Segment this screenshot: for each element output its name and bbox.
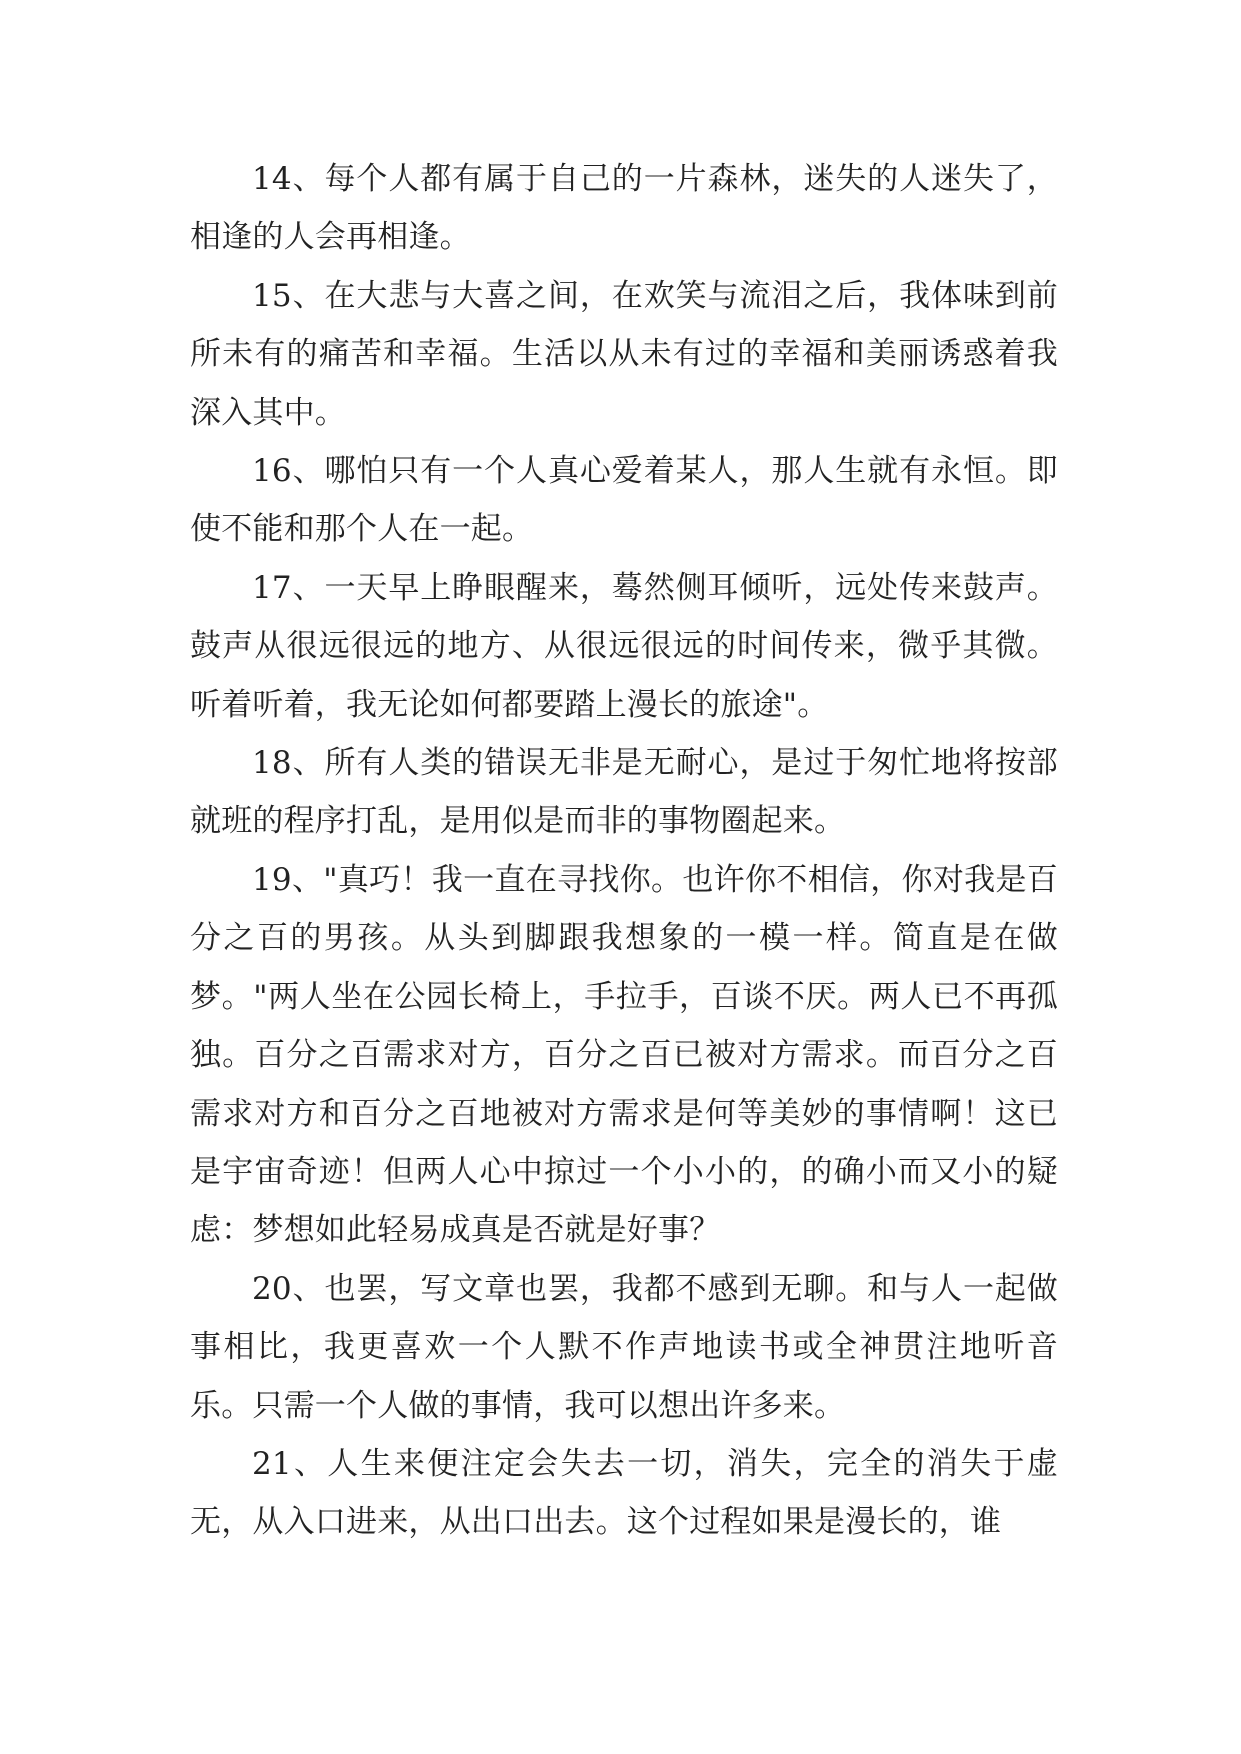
paragraph-21: 21、人生来便注定会失去一切，消失，完全的消失于虚无，从入口进来，从出口出去。这个过程如果是漫长的，谁	[190, 1445, 1058, 1541]
paragraph-15: 15、在大悲与大喜之间，在欢笑与流泪之后，我体味到前所未有的痛苦和幸福。生活以从未有过的幸福和美丽诱惑着我深入其中。	[190, 277, 1058, 431]
paragraph-14: 14、每个人都有属于自己的一片森林，迷失的人迷失了，相逢的人会再相逢。	[190, 161, 1058, 256]
paragraph-18: 18、所有人类的错误无非是无耐心，是过于匆忙地将按部就班的程序打乱，是用似是而非的事物圈起来。	[190, 745, 1058, 840]
paragraph-16: 16、哪怕只有一个人真心爱着某人，那人生就有永恒。即使不能和那个人在一起。	[190, 453, 1058, 548]
paragraph-19: 19、"真巧！我一直在寻找你。也许你不相信，你对我是百分之百的男孩。从头到脚跟我想象的一模一样。简直是在做梦。"两人坐在公园长椅上，手拉手，百谈不厌。两人已不再孤独。百分之百需求对方，百分之百已被对方需求。而百分之百需求对方和百分之百地被对方需求是何等美妙的事情啊！这已是宇宙奇迹！但两人心中掠过一个小小的，的确小而又小的疑虑：梦想如此轻易成真是否就是好事？	[190, 861, 1058, 1249]
paragraph-17: 17、一天早上睁眼醒来，蓦然侧耳倾听，远处传来鼓声。鼓声从很远很远的地方、从很远很远的时间传来，微乎其微。听着听着，我无论如何都要踏上漫长的旅途"。	[190, 569, 1058, 723]
document-page	[190, 150, 1058, 1552]
paragraph-20: 20、也罢，写文章也罢，我都不感到无聊。和与人一起做事相比，我更喜欢一个人默不作声地读书或全神贯注地听音乐。只需一个人做的事情，我可以想出许多来。	[190, 1270, 1058, 1424]
